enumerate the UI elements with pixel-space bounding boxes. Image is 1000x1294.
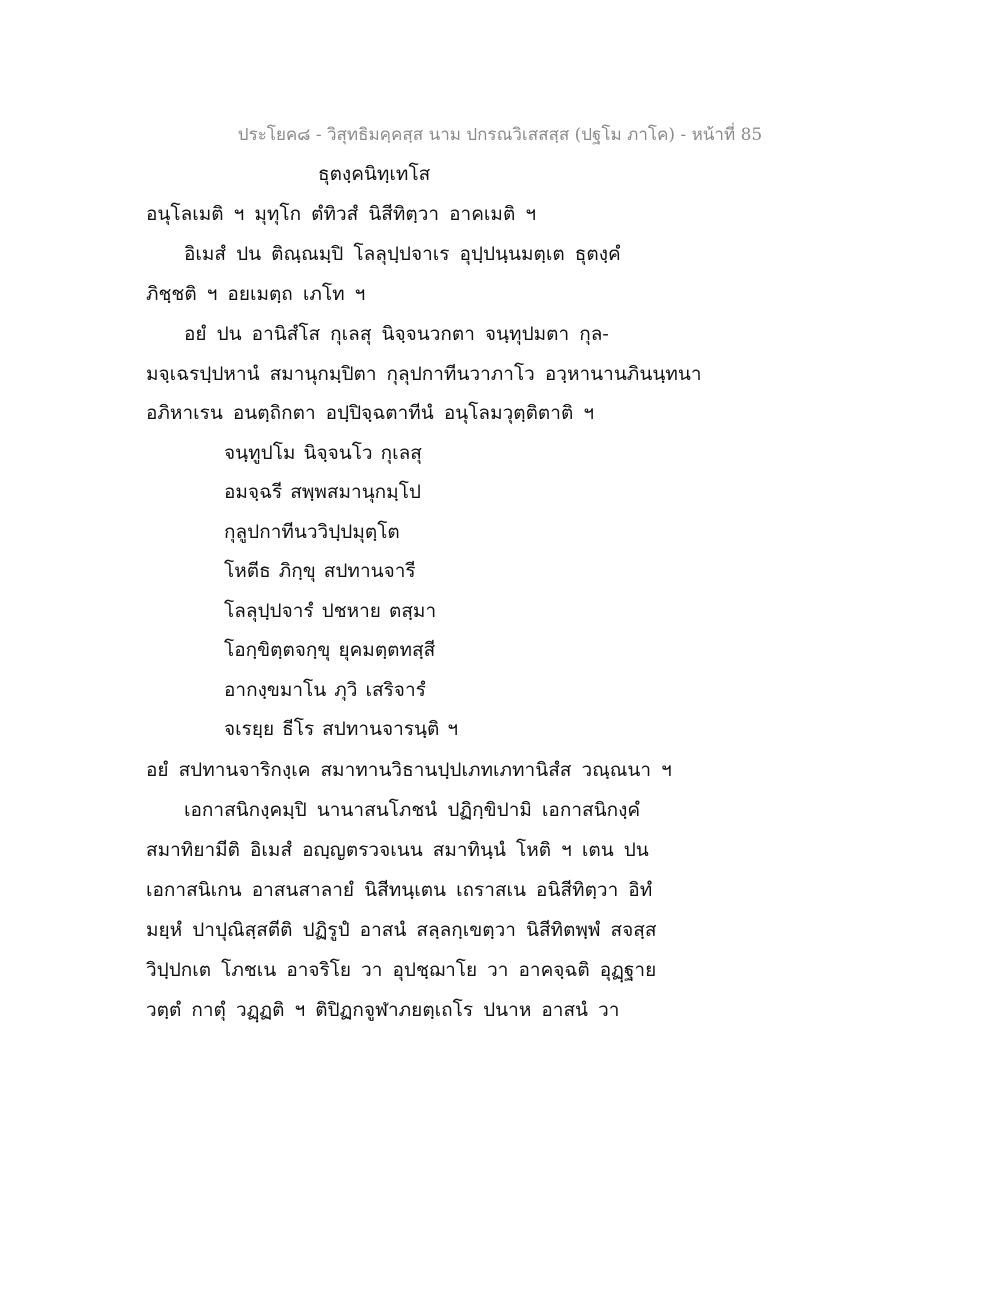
text-line: สมาทิยามีติ อิเมสํ อญฺญตรวจเนน สมาทินฺนํ โหติ ฯ เตน ปน (146, 839, 649, 861)
text-line: อยํ ปน อานิสํโส กุเลสุ นิจฺจนวกตา จนฺทุปมตา กุล- (184, 323, 609, 345)
verse-line: จเรยฺย ธีโร สปทานจารนฺติ ฯ (224, 718, 459, 740)
verse-line: โอกฺขิตฺตจกฺขุ ยุคมตฺตทสฺสี (224, 639, 436, 661)
text-line: เอกาสนิกงฺคมฺปิ นานาสนโภชนํ ปฏิกฺขิปามิ เอกาสนิกงฺคํ (184, 799, 641, 821)
verse-line: จนฺทูปโม นิจฺจนโว กุเลสุ (224, 442, 422, 464)
text-line: วตฺตํ กาตุํ วฏฺฏติ ฯ ติปิฏกจูฬาภยตฺเถโร ปนาห อาสนํ วา (146, 999, 620, 1021)
text-line: อภิหาเรน อนตฺถิกตา อปฺปิจฺฉตาทีนํ อนุโลมวุตฺติตาติ ฯ (146, 402, 594, 424)
text-line: มยฺหํ ปาปุณิสฺสตีติ ปฏิรูปํ อาสนํ สลฺลกฺเขตฺวา นิสีทิตพฺพํ สจสฺส (146, 919, 657, 941)
section-title: ธุตงฺคนิทฺเทโส (318, 163, 431, 185)
text-line: อนุโลเมติ ฯ มุทุโก ตํทิวสํ นิสีทิตฺวา อาคเมติ ฯ (146, 203, 537, 225)
text-line: อิเมสํ ปน ติณฺณมฺปิ โลลุปฺปจาเร อุปฺปนฺนมตฺเต ธุตงฺคํ (184, 243, 621, 265)
text-line: วิปฺปกเต โภชเน อาจริโย วา อุปชฺฌาโย วา อาคจฺฉติ อุฏฺฐาย (146, 959, 657, 981)
verse-line: อมจฺฉรี สพฺพสมานุกมฺโป (224, 481, 421, 503)
page-header: ประโยค๘ - วิสุทธิมคฺคสฺส นาม ปกรณวิเสสสฺส (ปฐโม ภาโค) - หน้าที่ 85 (237, 125, 763, 145)
text-line: อยํ สปทานจาริกงฺเค สมาทานวิธานปฺปเภทเภทานิสํส วณฺณนา ฯ (146, 759, 672, 781)
text-line: มจฺเฉรปฺปหานํ สมานุกมฺปิตา กุลุปกาทีนวาภาโว อวฺหานานภินนฺทนา (146, 363, 702, 385)
text-line: ภิชฺชติ ฯ อยเมตฺถ เภโท ฯ (146, 283, 366, 305)
verse-line: โลลุปฺปจารํ ปชหาย ตสฺมา (224, 600, 437, 622)
verse-line: อากงฺขมาโน ภุวิ เสริจารํ (224, 679, 426, 701)
verse-line: โหตีธ ภิกฺขุ สปทานจารี (224, 560, 416, 582)
text-line: เอกาสนิเกน อาสนสาลายํ นิสีทนฺเตน เถราสเน อนิสีทิตฺวา อิทํ (146, 879, 653, 901)
verse-line: กุลูปกาทีนววิปฺปมุตฺโต (224, 521, 400, 543)
